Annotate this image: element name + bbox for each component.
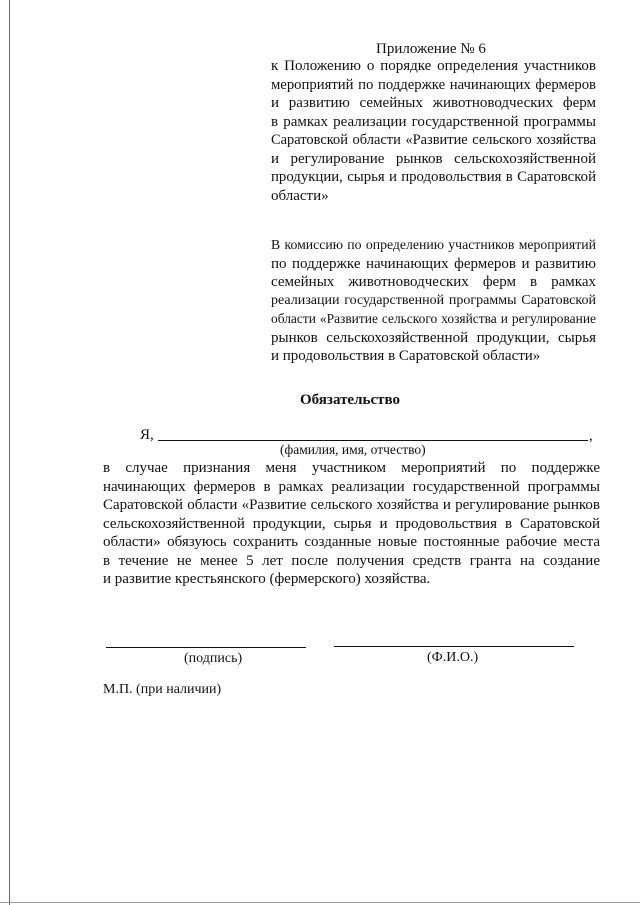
appendix-line: в рамках реализации государственной программы xyxy=(271,113,596,130)
signature-caption: (подпись) xyxy=(184,651,243,666)
full-name-field[interactable] xyxy=(334,646,574,647)
document-heading: Обязательство xyxy=(300,392,400,408)
appendix-line: продукции, сырья и продовольствия в Саратовской xyxy=(271,169,596,185)
appendix-line: Саратовской области «Развитие сельского хозяйства xyxy=(271,132,596,148)
recipient-line: и продовольствия в Саратовской области» xyxy=(271,348,541,364)
obligation-line: и развитие крестьянского (фермерского) хозяйства. xyxy=(103,571,431,587)
appendix-line: и регулирование рынков сельскохозяйственной xyxy=(271,150,596,167)
appendix-line: к Положению о порядке определения участников xyxy=(271,58,596,74)
recipient-line: по поддержке начинающих фермеров и развитию xyxy=(271,255,596,272)
declarant-name-caption: (фамилия, имя, отчество) xyxy=(280,442,426,457)
appendix-title: Приложение № 6 xyxy=(376,41,486,57)
signature-field[interactable] xyxy=(106,647,306,648)
appendix-reference xyxy=(271,57,596,205)
appendix-line: мероприятий по поддержке начинающих фермеров xyxy=(271,76,596,93)
obligation-line: начинающих фермеров в рамках реализации государственной программы xyxy=(103,478,600,495)
obligation-line: сельскохозяйственной продукции, сырья и продовольствия в Саратовской xyxy=(103,515,600,532)
appendix-line: и развитию семейных животноводческих ферм xyxy=(271,95,596,111)
recipient-line: реализации государственной программы Саратовской xyxy=(271,292,596,308)
page-bottom-edge xyxy=(0,902,640,903)
declarant-prefix: Я, xyxy=(140,427,154,443)
recipient-line: В комиссию по определению участников мероприятий xyxy=(271,237,596,252)
obligation-line: в течение не менее 5 лет после получения средств гранта на создание xyxy=(103,552,600,569)
recipient-line: семейных животноводческих ферм в рамках xyxy=(271,274,596,290)
recipient-line: области «Развитие сельского хозяйства и регулирование xyxy=(271,311,596,326)
page-left-edge xyxy=(9,0,10,905)
declarant-suffix: , xyxy=(589,428,593,444)
full-name-caption: (Ф.И.О.) xyxy=(427,650,479,665)
obligation-line: области» обязуюсь сохранить созданные новые постоянные рабочие места xyxy=(103,534,600,550)
recipient-block xyxy=(271,236,596,366)
obligation-text xyxy=(103,459,600,589)
stamp-note: М.П. (при наличии) xyxy=(103,682,222,697)
recipient-line: рынков сельскохозяйственной продукции, сырья xyxy=(271,329,596,346)
appendix-line: области» xyxy=(271,187,329,204)
obligation-line: Саратовской области «Развитие сельского хозяйства и регулирование рынков xyxy=(103,497,600,513)
obligation-line: в случае признания меня участником мероприятий по поддержке xyxy=(103,460,600,476)
